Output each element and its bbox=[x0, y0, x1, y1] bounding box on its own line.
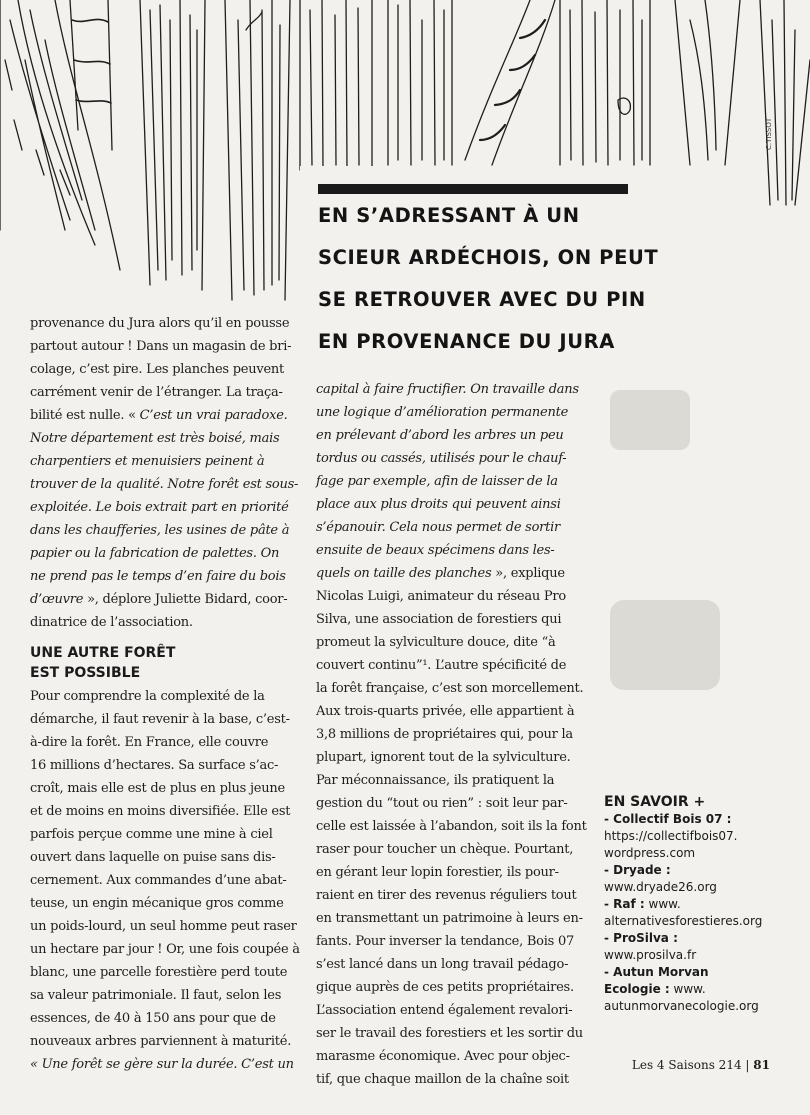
body-line: fants. Pour inverser la tendance, Bois 07 bbox=[316, 934, 575, 949]
illustration-credit: C.TISSOT bbox=[765, 117, 773, 150]
pull-quote bbox=[300, 166, 730, 366]
body-line: fage par exemple, afin de laisser de la bbox=[316, 474, 558, 489]
body-line: ne prend pas le temps d’en faire du bois bbox=[30, 569, 286, 584]
body-line: L’association entend également revalori- bbox=[316, 1003, 573, 1018]
footer-separator: | bbox=[745, 1058, 750, 1072]
show-through-shadow bbox=[590, 370, 810, 790]
body-line: raser pour toucher un chèque. Pourtant, bbox=[316, 842, 574, 857]
resource-link[interactable]: https://collectifbois07. bbox=[604, 829, 738, 843]
body-line: gique auprès de ces petits propriétaires. bbox=[316, 980, 574, 995]
body-line: nouveaux arbres parviennent à maturité. bbox=[30, 1034, 292, 1049]
body-line: à-dire la forêt. En France, elle couvre bbox=[30, 735, 269, 750]
body-line: en prélevant d’abord les arbres un peu bbox=[316, 428, 564, 443]
page-footer bbox=[632, 1058, 770, 1072]
section-heading: UNE AUTRE FORÊT bbox=[30, 645, 176, 661]
body-line: tif, que chaque maillon de la chaîne soit bbox=[316, 1072, 569, 1087]
body-line: ser le travail des forestiers et les sortir du bbox=[316, 1026, 583, 1041]
body-line: celle est laissée à l’abandon, soit ils la font bbox=[316, 819, 587, 834]
body-line: essences, de 40 à 150 ans pour que de bbox=[30, 1011, 276, 1026]
body-line: blanc, une parcelle forestière perd toute bbox=[30, 965, 288, 980]
pull-quote-line: EN PROVENANCE DU JURA bbox=[318, 330, 615, 353]
resource-line: - Raf : www. bbox=[604, 897, 681, 911]
body-line: charpentiers et menuisiers peinent à bbox=[30, 454, 265, 469]
body-line: la forêt française, c’est son morcellement. bbox=[316, 681, 584, 696]
body-line: « Une forêt se gère sur la durée. C’est un bbox=[30, 1057, 294, 1072]
resource-link[interactable]: www.prosilva.fr bbox=[604, 948, 697, 962]
body-line: une logique d’amélioration permanente bbox=[316, 405, 569, 420]
body-line: tordus ou cassés, utilisés pour le chauf- bbox=[316, 451, 567, 466]
resource-link[interactable]: alternativesforestieres.org bbox=[604, 914, 763, 928]
pull-quote-line: SCIEUR ARDÉCHOIS, ON PEUT bbox=[318, 246, 659, 269]
pull-quote-line: SE RETROUVER AVEC DU PIN bbox=[318, 288, 646, 311]
body-line: s’épanouir. Cela nous permet de sortir bbox=[316, 520, 560, 535]
body-line: ensuite de beaux spécimens dans les- bbox=[316, 543, 555, 558]
body-line: parfois perçue comme une mine à ciel bbox=[30, 827, 273, 842]
pull-quote-bar bbox=[318, 184, 628, 194]
pull-quote-line: EN S’ADRESSANT À UN bbox=[318, 204, 580, 227]
body-line: et de moins en moins diversifiée. Elle est bbox=[30, 804, 291, 819]
body-line: s’est lancé dans un long travail pédago- bbox=[316, 957, 569, 972]
body-line: Pour comprendre la complexité de la bbox=[30, 689, 265, 704]
body-line: marasme économique. Avec pour objec- bbox=[316, 1049, 570, 1064]
magazine-name: Les 4 Saisons 214 bbox=[631, 1058, 742, 1072]
page-number: 81 bbox=[753, 1058, 770, 1072]
body-line: raient en tirer des revenus réguliers tout bbox=[316, 888, 577, 903]
body-line: place aux plus droits qui peuvent ainsi bbox=[316, 497, 561, 512]
body-line: gestion du “tout ou rien” : soit leur par- bbox=[316, 796, 568, 811]
body-line: colage, c’est pire. Les planches peuvent bbox=[30, 362, 284, 377]
resource-line: - Dryade : bbox=[604, 863, 671, 877]
body-line: en gérant leur lopin forestier, ils pour- bbox=[316, 865, 559, 880]
body-line: quels on taille des planches », explique bbox=[316, 566, 565, 581]
resource-line: Ecologie : www. bbox=[604, 982, 706, 996]
body-line: 3,8 millions de propriétaires qui, pour la bbox=[316, 727, 573, 742]
resource-line: - Autun Morvan bbox=[604, 965, 709, 979]
body-line: d’œuvre », déplore Juliette Bidard, coor- bbox=[30, 592, 288, 607]
body-line: Par méconnaissance, ils pratiquent la bbox=[316, 773, 555, 788]
body-line: Silva, une association de forestiers qui bbox=[316, 612, 562, 627]
body-line: trouver de la qualité. Notre forêt est sous- bbox=[30, 477, 299, 492]
body-line: croît, mais elle est de plus en plus jeune bbox=[30, 781, 285, 796]
resource-link[interactable]: wordpress.com bbox=[604, 846, 696, 860]
body-line: exploitée. Le bois extrait part en priorité bbox=[30, 500, 289, 515]
body-line: en transmettant un patrimoine à leurs en- bbox=[316, 911, 583, 926]
body-line: promeut la sylviculture douce, dite “à bbox=[316, 635, 556, 650]
body-line: cernement. Aux commandes d’une abat- bbox=[30, 873, 287, 888]
body-line: 16 millions d’hectares. Sa surface s’ac- bbox=[30, 758, 279, 773]
body-line: plupart, ignorent tout de la sylviculture. bbox=[316, 750, 571, 765]
body-line: provenance du Jura alors qu’il en pousse bbox=[30, 316, 290, 331]
resource-line: - Collectif Bois 07 : bbox=[604, 812, 732, 826]
body-line: Notre département est très boisé, mais bbox=[30, 431, 280, 446]
body-line: couvert continu”¹. L’autre spécificité de bbox=[316, 658, 567, 673]
body-line: démarche, il faut revenir à la base, c’est- bbox=[30, 712, 290, 727]
body-line: partout autour ! Dans un magasin de bri- bbox=[30, 339, 292, 354]
en-savoir-title: EN SAVOIR + bbox=[604, 794, 706, 810]
body-line: dinatrice de l’association. bbox=[30, 615, 193, 630]
body-line: teuse, un engin mécanique gros comme bbox=[30, 896, 284, 911]
body-line: Aux trois-quarts privée, elle appartient à bbox=[316, 704, 575, 719]
body-line: dans les chaufferies, les usines de pâte à bbox=[30, 523, 290, 538]
body-line: ouvert dans laquelle on puise sans dis- bbox=[30, 850, 276, 865]
body-line: sa valeur patrimoniale. Il faut, selon les bbox=[30, 988, 282, 1003]
body-line: un hectare par jour ! Or, une fois coupée à bbox=[30, 942, 300, 957]
body-line: capital à faire fructifier. On travaille dans bbox=[316, 382, 579, 397]
body-line: Nicolas Luigi, animateur du réseau Pro bbox=[316, 589, 566, 604]
body-line: carrément venir de l’étranger. La traça- bbox=[30, 385, 283, 400]
body-line: bilité est nulle. « C’est un vrai paradoxe. bbox=[30, 408, 288, 423]
section-heading: EST POSSIBLE bbox=[30, 665, 141, 681]
resource-link[interactable]: autunmorvanecologie.org bbox=[604, 999, 759, 1013]
body-line: papier ou la fabrication de palettes. On bbox=[30, 546, 280, 561]
resource-link[interactable]: www.dryade26.org bbox=[604, 880, 717, 894]
body-line: un poids-lourd, un seul homme peut raser bbox=[30, 919, 297, 934]
resource-line: - ProSilva : bbox=[604, 931, 678, 945]
